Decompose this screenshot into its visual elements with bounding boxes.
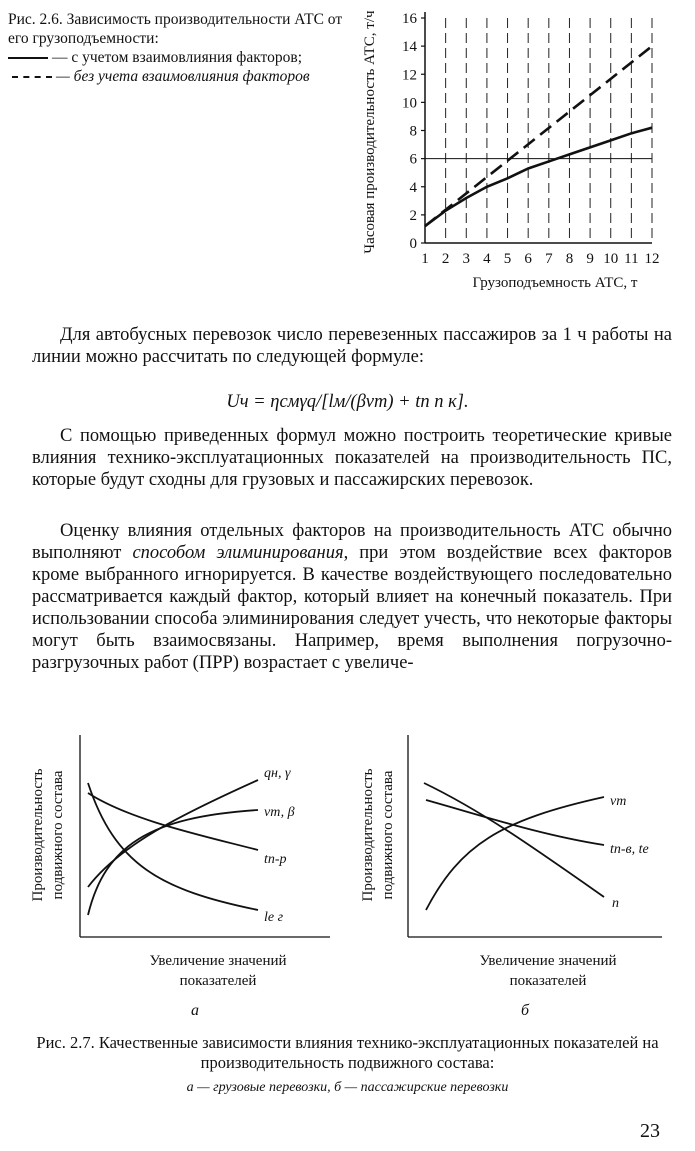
x-tick-label-2: 2: [441, 251, 450, 267]
x-tick-label-3: 3: [462, 251, 471, 267]
figure-2-6-caption: [8, 10, 344, 86]
curve-t-pv: [426, 800, 604, 845]
y-tick-label-8: 8: [409, 123, 417, 140]
paragraph-3-end: , при этом воздействие всех факторов кроме выбранного игнорируется. В качестве воздействующего последовательно рассматривается каждый фактор, который влияет на конечный показатель. При использовании способа элиминирования следует учесть, что некоторые факторы могут быть взаимосвязаны. Например, время выполнения погрузочно-разгрузочных работ (ПРР) возрастает с увеличе-: [32, 543, 672, 673]
y-tick-label-14: 14: [402, 39, 417, 56]
label-q-gamma: qн, γ: [264, 766, 291, 781]
paragraph-3: [32, 520, 672, 674]
paragraph-3-emphasis: способом элиминирования: [132, 543, 344, 563]
page-number: 23: [640, 1120, 660, 1142]
x-tick-label-12: 12: [644, 251, 660, 267]
legend-dashed-text: — без учета взаимовлияния факторов: [56, 68, 310, 85]
legend-solid-text: — с учетом взаимовлияния факторов;: [52, 49, 302, 66]
curve-v-t: [426, 797, 604, 910]
panel-b: [360, 735, 662, 1019]
x-tick-label-1: 1: [421, 251, 429, 267]
figure-2-6-title: Рис. 2.6. Зависимость производительности АТС от его грузоподъемности:: [8, 11, 343, 47]
label-l-eg: lе г: [264, 910, 284, 925]
paragraph-3-start: Оценку влияния отдельных факторов на производительность АТС обычно выполняют: [32, 521, 672, 563]
paragraph-2: С помощью приведенных формул можно построить теоретические кривые влияния технико-эксплуатационных показателей на производительность ПС, которые будут сходны для грузовых и пассажирских перевозок.: [32, 426, 672, 490]
curve-q-gamma: [88, 780, 258, 887]
dashed-line-legend-icon: [12, 76, 52, 78]
panel-a-ylabel-1: Производительность: [30, 768, 46, 902]
chart-tick-labels: [402, 11, 660, 267]
x-tick-label-4: 4: [483, 251, 491, 267]
y-tick-label-16: 16: [402, 11, 417, 27]
y-tick-label-2: 2: [409, 207, 417, 224]
chart-grid: [425, 18, 652, 243]
panel-a-ylabel-2: подвижного состава: [50, 770, 66, 900]
paragraph-1: Для автобусных перевозок число перевезенных пассажиров за 1 ч работы на линии можно рассчитать по следующей формуле:: [32, 325, 672, 367]
figure-2-7-charts: [0, 725, 695, 1030]
x-tick-label-7: 7: [545, 251, 553, 267]
x-tick-label-11: 11: [624, 251, 639, 267]
y-tick-label-4: 4: [409, 179, 417, 196]
panel-a: [30, 735, 330, 1019]
label-t-pr: tп-р: [264, 852, 287, 867]
formula: Uч = ηсмγq/[lм/(βvт) + tп п к].: [226, 392, 469, 412]
label-v-beta: vт, β: [264, 805, 295, 820]
label-t-pv: tп-в, tе: [610, 842, 649, 857]
figure-2-6-chart: [350, 0, 690, 300]
panel-b-ylabel-1: Производительность: [360, 768, 376, 902]
y-axis-label: Часовая производительность АТС, т/ч: [362, 10, 378, 254]
x-tick-label-10: 10: [603, 251, 619, 267]
y-tick-label-10: 10: [402, 95, 417, 112]
y-tick-label-0: 0: [409, 236, 417, 252]
panel-a-xlabel-1: Увеличение значений: [149, 953, 287, 969]
chart-series: [425, 46, 652, 226]
x-axis-label: Грузоподъемность АТС, т: [472, 275, 638, 291]
label-v-t: vт: [610, 794, 627, 809]
series-line-dashed: [425, 46, 652, 226]
panel-b-xlabel-1: Увеличение значений: [479, 953, 617, 969]
figure-2-6-legend: [8, 48, 344, 86]
figure-2-7-subcaption: а — грузовые перевозки, б — пассажирские перевозки: [186, 1080, 509, 1095]
x-tick-label-5: 5: [503, 251, 512, 267]
series-line-solid: [425, 128, 652, 226]
panel-b-letter: б: [520, 1002, 530, 1019]
x-tick-label-9: 9: [586, 251, 594, 267]
curve-l-eg: [88, 783, 258, 910]
panel-a-xlabel-2: показателей: [179, 973, 257, 989]
panel-a-letter: а: [191, 1002, 199, 1019]
y-tick-label-12: 12: [402, 67, 417, 84]
y-tick-label-6: 6: [409, 151, 417, 168]
panel-b-xlabel-2: показателей: [509, 973, 587, 989]
chart-axes: [421, 12, 652, 243]
curve-v-beta: [88, 810, 258, 915]
label-n: n: [612, 896, 619, 911]
panel-b-ylabel-2: подвижного состава: [380, 770, 396, 900]
solid-line-legend-icon: [8, 57, 48, 59]
x-tick-label-8: 8: [565, 251, 574, 267]
x-tick-label-6: 6: [524, 251, 532, 267]
figure-2-7-caption: Рис. 2.7. Качественные зависимости влияния технико-эксплуатационных показателей на производительность подвижного состава:: [36, 1033, 659, 1072]
